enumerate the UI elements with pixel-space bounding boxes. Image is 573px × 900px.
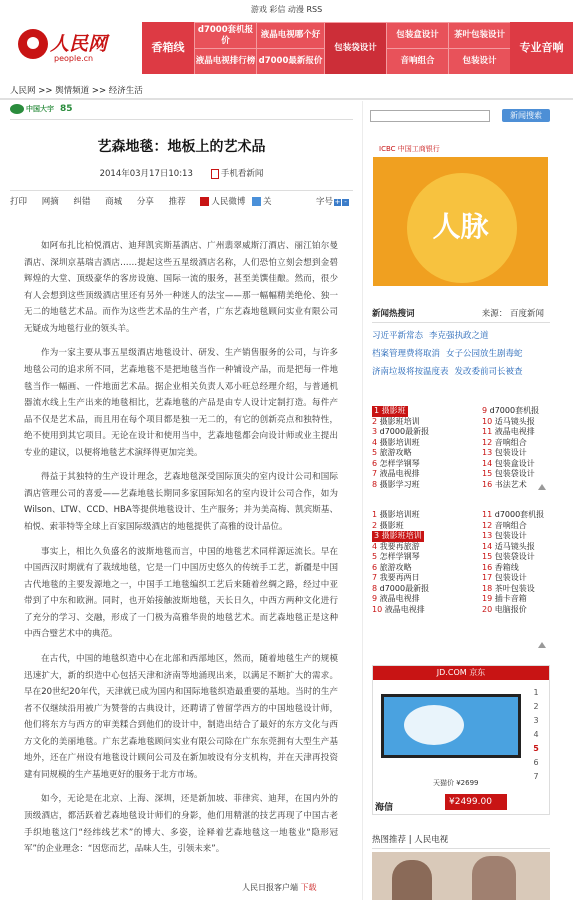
ranking-label: 旅游攻略 [379, 448, 412, 457]
ranking-item[interactable] [482, 448, 527, 459]
article-paragraph: 得益于其独特的生产设计理念，艺森地毯深受国际顶尖的室内设计公司和国际酒店管理公司的喜爱——艺森地毯长期同多家国际知名的室内设计公司合作，如为Wilson、LTW、CCD、HBA等提供地毯设计、生产服务；并为美高梅、凯宾斯基、柏悦、索菲特等全球上百家国际级酒店的地毯提供了高雅的设计品位。 [24, 472, 338, 532]
ad-item[interactable]: 液晶电视哪个好 [256, 22, 324, 48]
jd-tab[interactable]: 3 [533, 716, 539, 725]
ranking-item[interactable] [482, 584, 535, 595]
ranking-number: 19 [482, 594, 495, 603]
article-title: 艺森地毯：地板上的艺术品 [97, 139, 266, 155]
ranking-number: 16 [482, 562, 495, 572]
ranking-item[interactable] [372, 563, 412, 574]
jd-tab[interactable]: 2 [533, 702, 539, 711]
font-size-label: 字号 [315, 197, 333, 207]
tool-correct[interactable]: 纠错 [73, 197, 91, 207]
ranking-item[interactable] [372, 573, 420, 584]
ranking-label: 香箱线 [494, 562, 519, 572]
ad-item[interactable]: 液晶电视排行榜 [194, 48, 256, 74]
ranking-number: 6 [372, 562, 380, 572]
article-meta [0, 167, 363, 179]
scroll-top-icon[interactable] [538, 484, 546, 490]
hot-search-source: 来源： 百度新闻 [481, 309, 544, 319]
ad-item[interactable]: 包装袋设计 [324, 22, 386, 74]
font-size-control [316, 195, 349, 207]
tool-share[interactable]: 分享 [136, 197, 154, 207]
recommend-header[interactable]: 热图推荐 | 人民电视 [372, 833, 550, 849]
ranking-label: 茶叶包装设 [494, 583, 535, 593]
ranking-label: 怎样学钢琴 [379, 458, 420, 468]
ranking-label: 音响组合 [494, 520, 527, 530]
ranking-number: 17 [482, 573, 495, 582]
ranking-label: d7000最新报 [379, 583, 430, 593]
ranking-number: 2 [372, 520, 380, 530]
ranking-item[interactable] [482, 521, 527, 532]
search-button[interactable]: 新闻搜索 [502, 109, 550, 122]
ranking-item[interactable] [372, 584, 429, 595]
brand-text: 中国大宇 [26, 105, 54, 113]
ranking-item[interactable] [482, 563, 519, 574]
ranking-label: 我要再两日 [379, 573, 420, 582]
ranking-label: 包装袋设计 [494, 469, 535, 478]
ranking-number: 9 [372, 594, 380, 603]
article-paragraph: 如今，无论是在北京、上海、深圳，还是新加坡、菲律宾、迪拜，在国内外的顶级酒店，都活跃着艺森地毯设计师们的身影，他们用精湛的技艺再现了中国古老手织地毯这门“经纬线艺术”的博大、多姿，诠释着艺森地毯这一地毯业“隐形冠军”的企业理念：“因您而艺，品味人生，引领未来”。 [24, 794, 338, 855]
ranking-label: d7000最新报 [379, 427, 430, 436]
ranking-label: 摄影班培训 [379, 416, 420, 426]
ranking-item[interactable] [482, 552, 535, 563]
jd-bar: JD.COM 京东 [373, 666, 549, 680]
ranking-label: 我要再旅游 [379, 541, 420, 551]
ranking-number: 5 [372, 552, 380, 561]
ad-item[interactable]: 包装盒设计 [386, 22, 448, 48]
phone-icon [211, 169, 219, 179]
ranking-number: 15 [482, 469, 495, 478]
ranking-number: 7 [372, 469, 380, 478]
ranking-item[interactable] [482, 605, 527, 616]
ranking-label: 包装盒设计 [494, 458, 535, 468]
ranking-label: 摄影学习班 [379, 479, 420, 489]
ranking-item[interactable] [372, 448, 412, 459]
ranking-item[interactable] [482, 542, 535, 553]
tv-image [381, 694, 521, 758]
ranking-number: 7 [372, 573, 380, 582]
ranking-number: 13 [482, 448, 495, 457]
ranking-item[interactable] [482, 406, 539, 417]
ad-item[interactable]: d7000最新报价 [256, 48, 324, 74]
ranking-label: 液晶电视排 [379, 594, 420, 603]
ranking-number: 12 [482, 437, 495, 447]
scroll-top-icon[interactable] [538, 642, 546, 648]
ranking-label: 摄影班 [381, 406, 406, 415]
ad-item[interactable]: 专业音响 [510, 22, 573, 74]
ranking-number: 10 [372, 604, 385, 614]
ad-item[interactable]: 茶叶包装设计 [448, 22, 510, 48]
hot-keyword[interactable]: 档案管理费将取消 [372, 349, 441, 359]
ranking-label: 包装设计 [494, 573, 527, 582]
ranking-label: 适马镜头报 [494, 541, 535, 551]
app-name: 人民日报客户端 [242, 883, 298, 892]
weibo-link[interactable]: 人民微博 [211, 197, 246, 207]
hot-keyword[interactable]: 习近平新常态 [372, 331, 424, 341]
ranking-number: 16 [482, 479, 495, 489]
ranking-number: 3 [374, 531, 382, 540]
ranking-item[interactable] [372, 469, 420, 480]
ranking-item[interactable] [482, 438, 527, 449]
ad-item[interactable]: d7000套机报价 [194, 22, 256, 48]
ranking-number: 11 [482, 427, 495, 436]
ranking-label: 包装设计 [494, 531, 527, 540]
ranking-number: 13 [482, 531, 495, 540]
mobile-news-link[interactable]: 手机看新闻 [220, 169, 264, 179]
top-links[interactable]: 游戏 彩信 动漫 RSS [250, 5, 323, 14]
tool-print[interactable]: 打印 [10, 197, 28, 207]
ranking-number: 6 [372, 458, 380, 468]
article-paragraph: 在古代，中国的地毯织造中心在北部和西部地区，然而，随着地毯生产的规模迅速扩大，新的织造中心包括天津和济南等地涌现出来，以满足不断扩大的需求。早在20世纪20年代，天津就已成为国内和国际地毯织造最重要的基地。当时的生产者不仅继续沿用被广为赞誉的古典设计，还聘请了曾留学西方的中国地毯设计师，他们将东方与西方的审美糅合到他们的设计中，制造出结合了最好的东方文化与西方文化的美丽地毯。广东艺森地毯顾问实业有限公司除在广东东莞拥有大型生产基地外，还在广州设有地毯设计顾问公司及在新加坡设有分支机构，并在天津再投资建有同规模的生产基地更好的服务于北方市场。 [24, 653, 338, 780]
ranking-item[interactable] [482, 459, 535, 470]
ranking-item[interactable] [482, 480, 527, 491]
tool-mall[interactable]: 商城 [105, 197, 123, 207]
ranking-item[interactable] [372, 605, 425, 616]
ranking-label: 怎样学钢琴 [379, 552, 420, 561]
jd-tab[interactable]: 6 [533, 758, 539, 767]
ranking-label: 液晶电视排 [494, 427, 535, 436]
jd-product-name: 海信 [375, 803, 394, 813]
ad-item[interactable]: 包装设计 [448, 48, 510, 74]
article-paragraph: 事实上，相比久负盛名的波斯地毯而言，中国的地毯艺术同样源远流长。早在中国西汉时期就有了栽绒地毯，它是一门中国历史悠久的传统手工艺，新疆是中国古代地毯的主要发源地之一，中国手工地毯编织工艺后来随着丝绸之路，经过中亚带到了中东和欧洲。同时，也开始接触波斯地毯，天长日久，中西方两种文化进行了充分的学习、交融，形成了一门极为高雅华贵的地毯艺术。而艺森地毯正是这种中西合璧艺术中的典范。 [24, 546, 338, 640]
hot-search-title: 新闻热搜词 [372, 309, 415, 319]
ranking-label: 适马镜头报 [494, 416, 535, 426]
tool-bookmark[interactable]: 网摘 [41, 197, 59, 207]
ranking-item[interactable] [372, 552, 420, 563]
jd-tab-active[interactable]: 5 [533, 744, 539, 753]
icbc-bank-name: ICBC 中国工商银行 [373, 141, 548, 157]
ranking-label: 书法艺术 [494, 479, 527, 489]
ranking-label: 摄影班 [379, 520, 404, 530]
jd-price: ¥2499.00 [445, 794, 507, 810]
ranking-item[interactable] [372, 427, 429, 438]
jd-tab[interactable]: 7 [533, 772, 539, 781]
ranking-item[interactable] [372, 406, 408, 417]
logo-name: 人民网 [50, 33, 108, 55]
icbc-ad[interactable] [373, 141, 548, 286]
hot-keyword[interactable]: 发改委前司长被查 [454, 367, 523, 377]
weibo-icon [200, 197, 209, 206]
ranking-label: 包装袋设计 [494, 552, 535, 561]
favorite-button[interactable]: 关 [263, 197, 272, 207]
ranking-label: 摄影培训班 [379, 437, 420, 447]
ranking-number: 14 [482, 458, 495, 468]
logo-url: people.cn [54, 54, 94, 63]
ad-item[interactable]: 香箱线 [142, 22, 194, 74]
breadcrumb[interactable]: 人民网 >> 舆情频道 >> 经济生活 [10, 86, 143, 96]
article-paragraph: 如阿布扎比柏悦酒店、迪拜凯宾斯基酒店、广州翡翠威斯汀酒店、丽江铂尔曼酒店、深圳京基瑞吉酒店……提起这些五星级酒店名称，人们恐怕立刻会想到金碧辉煌的大堂、顶级豪华的客房设施、国际一流的服务，甚至美馔佳酿。然而，很少有人会想到这些顶级酒店里还有另外一种迷人的法宝——那一幅幅精美绝伦、独一无二的地毯艺术品。而作为这些艺术品的生产者，广东艺森地毯顾问实业有限公司无疑成为地毯行业的领头羊。 [24, 241, 338, 334]
hot-keyword[interactable]: 女子公园放生剧毒蛇 [446, 349, 523, 359]
recommend-image[interactable] [372, 852, 550, 900]
ranking-number: 15 [482, 552, 495, 561]
ad-item[interactable]: 音响组合 [386, 48, 448, 74]
app-promo [242, 882, 317, 893]
app-download-link[interactable]: 下载 [300, 883, 317, 892]
ranking-label: 包装设计 [494, 448, 527, 457]
ranking-number: 11 [482, 510, 495, 519]
ranking-label: 摄影培训班 [379, 510, 420, 519]
ranking-item[interactable] [372, 480, 420, 491]
article-paragraph: 作为一家主要从事五星级酒店地毯设计、研发、生产销售服务的公司，与许多地毯公司的追求所不同，艺森地毯不是把地毯当作一种铺设产品，而是把每一件地毯当作一幅画、一件地面艺术品。据企业相关负责人邓小旺总经理介绍，与普通机器流水线上生产出来的地毯相比，艺森地毯的产品是由专人设计定制打造。每件产品不仅是艺术品，而且用在每个项目都是独一无二的，有它的创新亮点和独特性，绝不使用到其它项目。无论在设计和使用当中，艺森地毯都会向设计师或业主提出专业的建议，以便将地毯艺术演绎得更加完美。 [24, 348, 338, 458]
people-logo[interactable] [18, 27, 128, 67]
ranking-number: 8 [372, 479, 380, 489]
ranking-item[interactable] [372, 510, 420, 521]
hot-keyword[interactable]: 济南垃圾将按温度表 [372, 367, 449, 377]
ranking-item[interactable] [372, 542, 420, 553]
ranking-label: d7000套机报 [494, 510, 545, 519]
jd-tabs [529, 686, 543, 784]
font-minus-button[interactable]: - [342, 199, 349, 206]
ranking-item[interactable] [482, 531, 527, 542]
ranking-number: 20 [482, 604, 495, 614]
ranking-label: d7000套机报 [489, 406, 540, 415]
ranking-number: 5 [372, 448, 380, 457]
ranking-label: 音响组合 [494, 437, 527, 447]
brand-number: 85 [60, 104, 73, 114]
ranking-number: 1 [374, 406, 382, 415]
ranking-number: 4 [372, 437, 380, 447]
brand-icon [10, 104, 24, 114]
ranking-label: 旅游攻略 [379, 562, 412, 572]
ranking-number: 1 [372, 510, 380, 519]
ranking-item[interactable] [372, 438, 420, 449]
ranking-number: 8 [372, 583, 380, 593]
ranking-number: 12 [482, 520, 495, 530]
ranking-number: 14 [482, 541, 495, 551]
article-toolbar [10, 190, 353, 207]
jd-tab[interactable]: 4 [533, 730, 539, 739]
ranking-number: 4 [372, 541, 380, 551]
ranking-item[interactable] [372, 417, 420, 428]
ranking-label: 液晶电视排 [384, 604, 425, 614]
ranking-item[interactable] [372, 594, 420, 605]
hot-keyword[interactable]: 李克强执政之道 [429, 331, 489, 341]
jd-ad[interactable] [372, 665, 550, 815]
jd-small-price: 天猫价 ¥2699 [433, 779, 479, 787]
ranking-item[interactable] [482, 417, 535, 428]
ranking-label: 液晶电视排 [379, 469, 420, 478]
ranking-item[interactable] [482, 427, 535, 438]
ranking-label: 插卡音箱 [494, 594, 527, 603]
ranking-item[interactable] [482, 469, 535, 480]
logo-icon [18, 29, 48, 59]
article-date: 2014年03月17日10:13 [99, 169, 193, 179]
icbc-ad-word: 人脉 [432, 210, 489, 243]
ranking-item[interactable] [372, 531, 424, 542]
ad-nav [142, 22, 573, 74]
divider [0, 98, 573, 100]
favorite-icon [252, 197, 261, 206]
ranking-label: 摄影班培训 [381, 531, 422, 540]
article-body [24, 238, 338, 866]
channel-sub-header [10, 104, 353, 120]
ranking-item[interactable] [482, 573, 527, 584]
search-input[interactable] [370, 110, 490, 122]
font-plus-button[interactable]: + [334, 198, 341, 206]
tool-recommend[interactable]: 推荐 [168, 197, 186, 207]
ranking-item[interactable] [482, 510, 544, 521]
ranking-item[interactable] [372, 521, 404, 532]
ranking-label: 电脑报价 [494, 604, 527, 614]
ranking-number: 9 [482, 406, 490, 415]
jd-tab[interactable]: 1 [533, 688, 539, 697]
ranking-item[interactable] [482, 594, 527, 605]
ranking-list-2 [372, 510, 550, 620]
ranking-item[interactable] [372, 459, 420, 470]
hot-search-panel [372, 307, 550, 377]
ranking-number: 3 [372, 427, 380, 436]
ranking-list-1 [372, 406, 550, 489]
ranking-number: 18 [482, 583, 495, 593]
ranking-number: 2 [372, 416, 380, 426]
ranking-number: 10 [482, 416, 495, 426]
